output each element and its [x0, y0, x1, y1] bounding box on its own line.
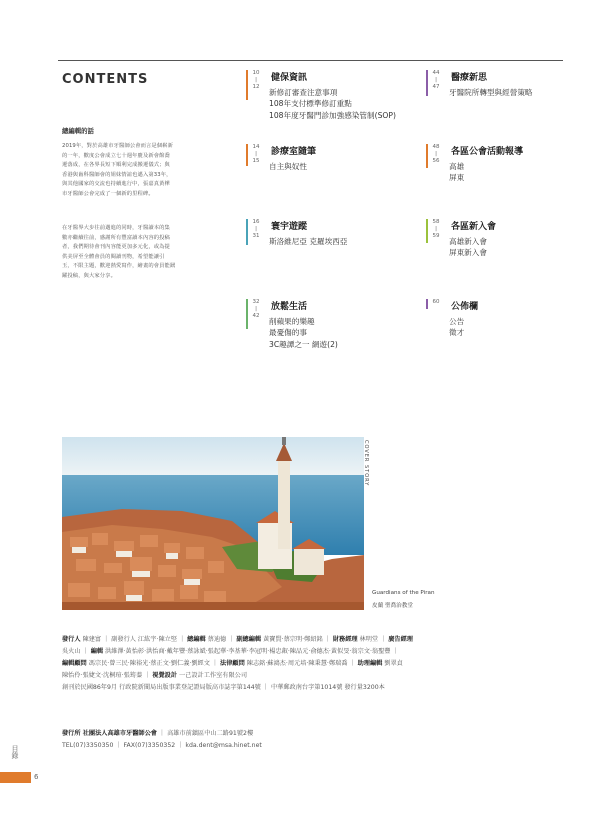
section-page-range	[431, 219, 441, 241]
editor-note-line: 遷落成，在各界長短下順利完成搬遷儀式；與	[62, 162, 170, 169]
section-items	[269, 316, 338, 350]
page-range-part: 58	[432, 219, 440, 225]
page-range-part: 32	[252, 299, 260, 305]
section-items	[269, 236, 347, 247]
editor-note-line: 2019年，對於高雄市牙醫師公會而言是個嶄新	[62, 143, 174, 149]
page-range-part: 44	[432, 70, 440, 76]
publisher-contact-line: TEL(07)3350350 ｜ FAX(07)3350352 ｜ kda.dent@msa.hinet.net	[62, 742, 262, 749]
section-title: 各區新入會	[451, 222, 497, 232]
editor-note-line: 的一年，歡度公會成立七十週年慶及新會館喬	[62, 152, 170, 159]
section-page-range	[251, 299, 261, 321]
cover-photo	[62, 437, 364, 610]
section-page-range	[251, 70, 261, 92]
page-range-part: 15	[252, 158, 260, 165]
page-range-part: 59	[432, 233, 440, 240]
section-item[interactable]: 高雄	[449, 162, 465, 171]
editor-note-line: 者，我們期待會刊內容能更加多元化，或為提	[62, 244, 170, 251]
section-items	[269, 161, 307, 172]
page-range-part: 60	[432, 299, 440, 305]
page-range-part: 31	[252, 233, 260, 240]
page-title: CONTENTS	[62, 72, 149, 87]
section-items	[269, 87, 396, 121]
section-title: 醫療新思	[451, 73, 488, 83]
section-item[interactable]: 新修訂審查注意事項	[269, 88, 338, 97]
page-range-part: 10	[252, 70, 260, 76]
page-range-part: 56	[432, 158, 440, 165]
page-range-part: |	[435, 226, 437, 233]
credit-line: 吳火山 ｜ 編輯 洪維澤·黃怡彰·洪怡商·戴年豐·蔡詠斌·張起華·李基華·李冠明·楊忠叡·陳品元·俞德杰·黃似旻·翁宗文·翁聖豐 ｜	[62, 648, 399, 655]
section-item[interactable]: 高雄新入會	[449, 237, 487, 246]
editor-note-line: 玉，不限主題，歡迎熱愛寫作，繪畫的會員能踴	[62, 263, 176, 270]
page-range-part: 47	[432, 84, 440, 91]
section-items	[449, 161, 464, 184]
credit-line: 發行人 陳建富 ｜ 副發行人 江紘宇·陳立堅 ｜ 總編輯 蔡迪德 ｜ 副總編輯 黃寶賢·蔡宗明·鄭紹銘 ｜ 財務經理 林明堂 ｜ 廣告經理	[62, 636, 413, 643]
section-item[interactable]: 斯洛維尼亞 克羅埃西亞	[269, 237, 348, 246]
section-color-bar	[426, 70, 428, 96]
credit-line: 陳怡伶·張婕文·沈桐瑄·張筠蓁 ｜ 視覺設計 一己設計工作室有限公司	[62, 672, 248, 679]
section-item[interactable]: 公告	[449, 317, 465, 326]
page-range-part: 14	[252, 144, 260, 150]
page-range-part: 42	[252, 313, 260, 320]
editor-note-paragraph-1	[62, 142, 214, 200]
section-color-bar	[426, 299, 428, 309]
section-page-range	[251, 144, 261, 166]
section-item[interactable]: 108年度牙醫門診加強感染管制(SOP)	[269, 110, 396, 120]
publisher-info	[62, 728, 562, 752]
section-title: 健保資訊	[271, 73, 308, 83]
section-color-bar	[426, 219, 428, 243]
section-title: 診療室隨筆	[271, 147, 317, 157]
page-range-part: 16	[252, 219, 260, 225]
credit-line: 創刊於民國86年9月 行政院新聞局出版事業登記證局版高市誌字第144號 ｜ 中華郵政南台字第1014號 發行量3200本	[62, 684, 385, 691]
editor-note-line: 與其他國家的交流也持續進行中，張嘉真黃樺	[62, 181, 170, 188]
masthead-credits	[62, 634, 562, 694]
editor-note-heading: 總編輯的話	[62, 127, 94, 135]
section-title: 公佈欄	[451, 302, 479, 312]
cover-story-label: COVER STORY	[363, 440, 369, 487]
section-page-range	[431, 70, 441, 92]
page-range-part: |	[255, 306, 257, 313]
page-range-part: |	[435, 77, 437, 84]
section-items	[449, 87, 533, 98]
section-item[interactable]: 3C趣譚之一 網遊(2)	[269, 339, 338, 349]
page-range-part: |	[255, 77, 257, 84]
section-item[interactable]: 自主與奴性	[269, 162, 307, 171]
editor-note-line: 在牙醫界大步往前邁進的同時，牙醫讀本的集	[62, 225, 170, 231]
editor-note-line: 數亦繼續往前，感謝所有豐富讀本內容的投稿	[62, 234, 170, 241]
editor-note-line: 供美屏至全體會員的閱讀刊物，希望能讓引	[62, 253, 165, 260]
cover-photo-illustration	[62, 437, 364, 610]
section-title: 寰宇遊蹤	[271, 222, 308, 232]
section-color-bar	[246, 144, 248, 166]
top-rule	[58, 60, 563, 61]
editor-note-line: 市牙醫師公會完成了一個新的里程碑。	[62, 190, 154, 197]
page-range-part: 12	[252, 84, 260, 91]
section-item[interactable]: 徵才	[449, 328, 465, 338]
page-range-part: |	[255, 151, 257, 158]
editor-note-line: 香港與齒科醫師會的姐妹情誼也邁入第33年，	[62, 171, 172, 178]
section-color-bar	[246, 299, 248, 329]
credit-line: 編輯顧問 馮宗民·曾三民·陳裕光·蔡正文·劉仁義·劉經文 ｜ 法律顧問 陳志銘·蘇鴻杰·周元培·陳秉慧·鄭瑞喬 ｜ 助理編輯 劉翠貞	[62, 660, 403, 667]
publisher-line: 發行所 社團法人高雄市牙醫師公會 ｜ 高雄市前鎮區中山二路91號2樓	[62, 730, 254, 737]
section-item[interactable]: 牙醫院所轉型與經營策略	[449, 88, 533, 97]
editor-note-paragraph-2	[62, 224, 214, 282]
section-items	[449, 316, 464, 339]
page-range-part: |	[255, 226, 257, 233]
section-item[interactable]: 108年支付標準修訂重點	[269, 99, 352, 109]
section-item[interactable]: 最憂傷的事	[269, 328, 307, 338]
section-item[interactable]: 削蘋果的樂趣	[269, 317, 315, 326]
page-range-part: 48	[432, 144, 440, 150]
section-page-range	[431, 299, 441, 306]
footer-accent-bar	[0, 772, 31, 783]
section-item[interactable]: 屏東	[449, 173, 465, 183]
page-number: 6	[34, 773, 39, 781]
cover-caption-english: Guardians of the Piran	[372, 590, 435, 596]
editor-note-line: 躍投稿，與大家分享。	[62, 272, 116, 279]
section-items	[449, 236, 487, 259]
section-title: 各區公會活動報導	[451, 147, 524, 157]
section-title: 放鬆生活	[271, 302, 308, 312]
cover-caption-chinese: 皮蘭 聖喬治教堂	[372, 603, 413, 609]
section-page-range	[251, 219, 261, 241]
section-page-range	[431, 144, 441, 166]
section-color-bar	[246, 70, 248, 100]
section-item[interactable]: 屏東新入會	[449, 248, 487, 258]
section-color-bar	[246, 219, 248, 245]
side-label: 目錄	[11, 745, 19, 759]
section-color-bar	[426, 144, 428, 168]
page-range-part: |	[435, 151, 437, 158]
